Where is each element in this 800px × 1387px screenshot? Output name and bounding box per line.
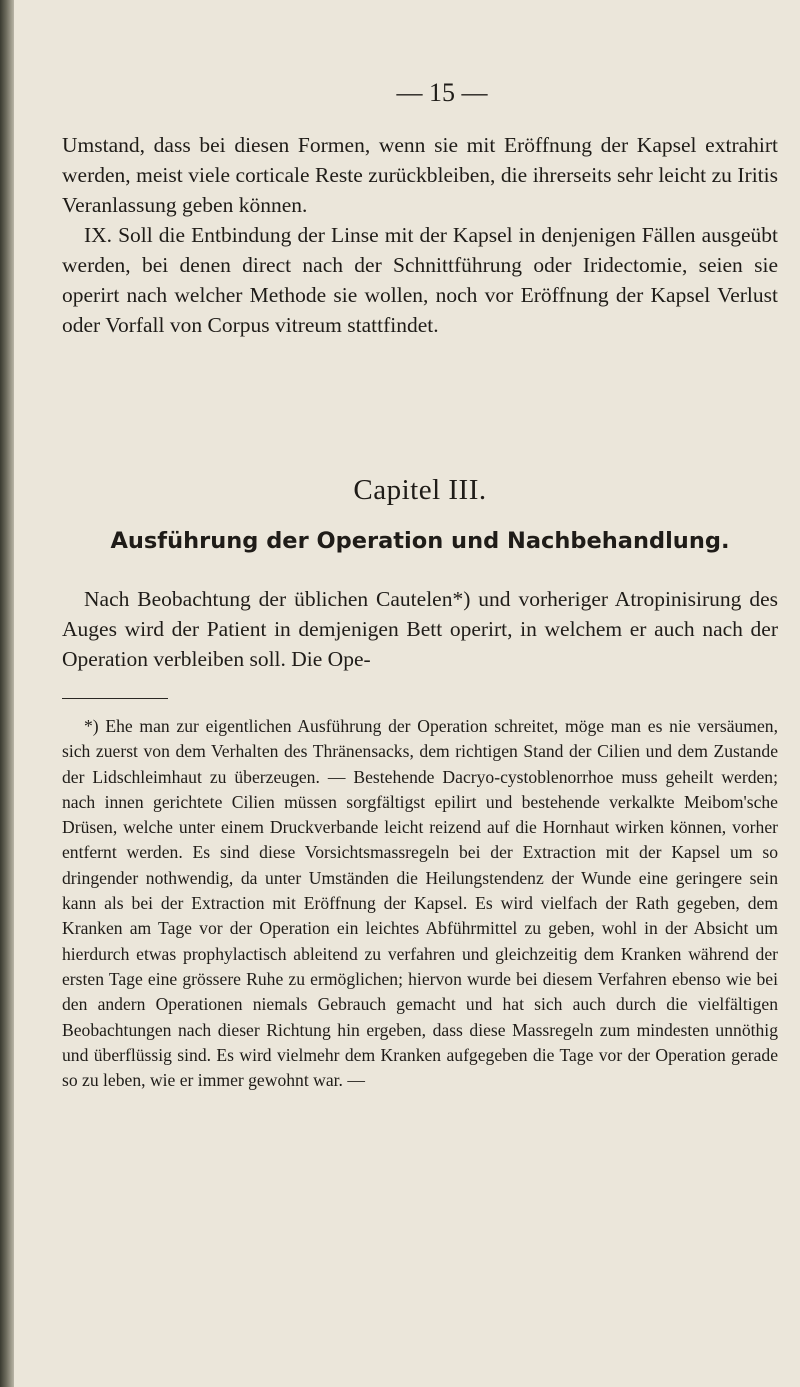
- chapter-title: Capitel III.: [353, 474, 487, 506]
- footnote-divider: [62, 698, 168, 699]
- page-number: — 15 —: [396, 78, 488, 107]
- chapter-text: [62, 584, 778, 674]
- section-title: Ausführung der Operation und Nachbehandlung.: [110, 528, 730, 554]
- paragraph-ix: IX. Soll die Entbindung der Linse mit der Kapsel in denjenigen Fällen ausgeübt werden, bei denen direct nach der Schnittführung oder Iridectomie, seien sie operirt nach welcher Methode sie wollen, noch vor Eröffnung der Kapsel Verlust oder Vorfall von Corpus vitreum stattfindet.: [62, 223, 778, 337]
- body-text: [62, 130, 778, 340]
- footnote-text: *) Ehe man zur eigentlichen Ausführung der Operation schreitet, möge man es nie versäumen, sich zuerst von dem Verhalten des Thränensacks, dem richtigen Stand der Cilien und dem Zustande der Lidschleimhaut zu überzeugen. — Bestehende Dacryo-cystoblenorrhoe muss geheilt werden; nach innen gerichtete Cilien müssen sorgfältigst epilirt und bestehende verkalkte Meibom'sche Drüsen, welche unter einem Druckverbande leicht reizend auf die Hornhaut wirken können, vorher entfernt werden. Es sind diese Vorsichtsmassregeln bei der Extraction mit der Kapsel um so dringender nothwendig, da unter Umständen die Heilungstendenz der Wunde eine geringere sein kann als bei der Extraction mit Eröffnung der Kapsel. Es wird vielfach der Rath gegeben, dem Kranken am Tage vor der Operation ein leichtes Abführmittel zu geben, wohl in der Absicht um hierdurch etwas prophylactisch ableitend zu verfahren und gleichzeitig dem Kranken während der ersten Tage eine grössere Ruhe zu ermöglichen; hiervon wurde bei diesem Verfahren ebenso wie bei den andern Operationen niemals Gebrauch gemacht und hat sich auch durch die vielfältigen Beobachtungen nach dieser Richtung hin ergeben, dass diese Massregeln zum mindesten unnöthig und überflüssig sind. Es wird vielmehr dem Kranken aufgegeben die Tage vor der Operation gerade so zu leben, wie er immer gewohnt war. —: [62, 716, 778, 1091]
- book-binding-edge: [0, 0, 14, 1387]
- chapter-paragraph: Nach Beobachtung der üblichen Cautelen*) und vorheriger Atropinisirung des Auges wird der Patient in demjenigen Bett operirt, in welchem er auch nach der Operation verbleiben soll. Die Ope-: [62, 587, 778, 671]
- footnote: [62, 714, 778, 1093]
- paragraph-continuation: Umstand, dass bei diesen Formen, wenn sie mit Eröffnung der Kapsel extrahirt werden, meist viele corticale Reste zurückbleiben, die ihrerseits sehr leicht zu Iritis Veranlassung geben können.: [62, 133, 778, 217]
